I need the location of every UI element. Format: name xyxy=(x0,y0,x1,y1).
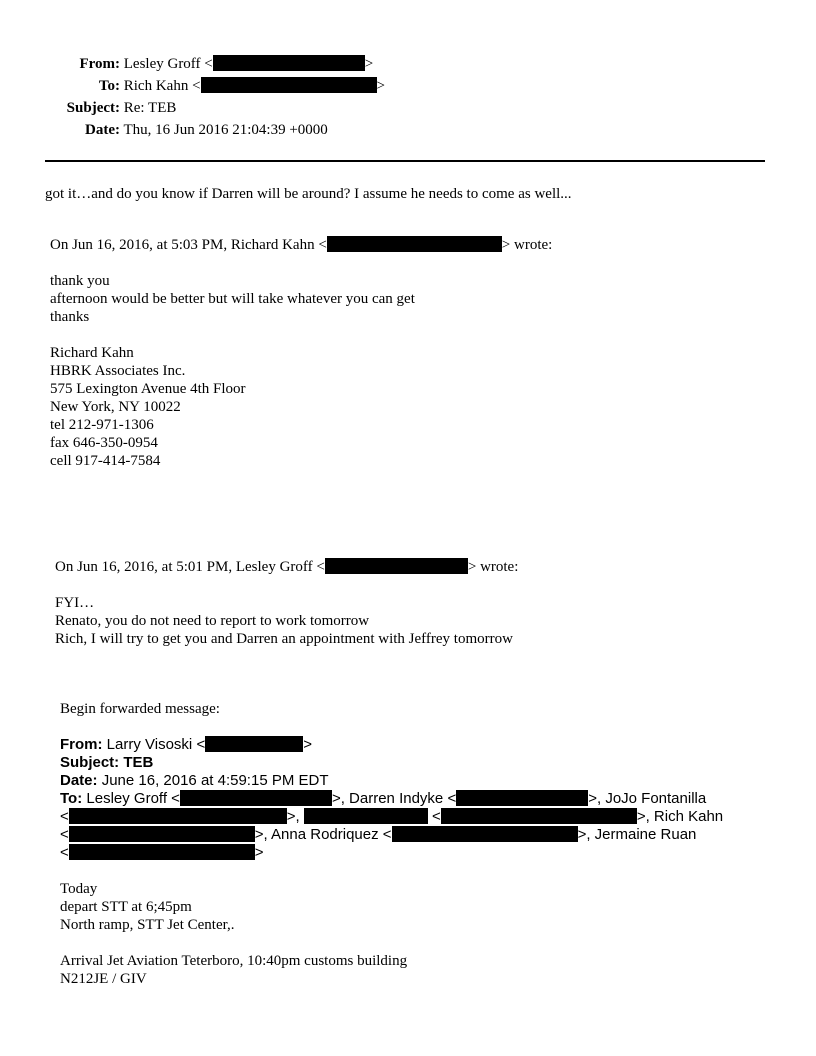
redacted-email xyxy=(213,55,365,71)
subject-text: Re: TEB xyxy=(123,100,177,116)
recipient-name: Lesley Groff xyxy=(86,790,167,807)
recipient-name: Rich Kahn xyxy=(653,808,724,825)
date-text: Thu, 16 Jun 2016 21:04:39 +0000 xyxy=(123,122,328,138)
redacted-email xyxy=(456,790,588,806)
quote1-body xyxy=(50,272,415,326)
quote1-signature xyxy=(50,344,246,470)
from-label: From: xyxy=(79,56,120,72)
forwarded-to-line4: < > xyxy=(60,844,264,861)
forwarded-to-line2: < >, < >, Rich Kahn xyxy=(60,808,724,825)
reply-body: got it…and do you know if Darren will be around? I assume he needs to come as well... xyxy=(45,186,572,202)
redacted-email xyxy=(69,808,287,824)
quote1-wrote: wrote: xyxy=(514,237,553,253)
forwarded-to-line1: To: Lesley Groff < >, Darren Indyke < >, JoJo Fontanilla xyxy=(60,790,707,807)
recipient-name: Jermaine Ruan xyxy=(594,826,697,843)
fwd-body-line: N212JE / GIV xyxy=(60,971,147,987)
redacted-email xyxy=(201,77,377,93)
date-label: Date: xyxy=(85,122,120,138)
quote2-intro-text: On Jun 16, 2016, at 5:01 PM, Lesley Groff xyxy=(55,559,313,575)
quote1-line: thank you xyxy=(50,273,110,289)
header-divider xyxy=(45,160,765,162)
quote2-line: FYI… xyxy=(55,595,95,611)
to-name: Rich Kahn xyxy=(123,78,189,94)
redacted-email xyxy=(327,236,502,252)
fwd-date: June 16, 2016 at 4:59:15 PM EDT xyxy=(101,772,329,789)
fwd-body-line: Arrival Jet Aviation Teterboro, 10:40pm customs building xyxy=(60,953,408,969)
signature-line: Richard Kahn xyxy=(50,345,134,361)
redacted-email xyxy=(441,808,637,824)
fwd-body-line: depart STT at 6;45pm xyxy=(60,899,192,915)
fwd-body-line: North ramp, STT Jet Center,. xyxy=(60,917,235,933)
signature-line: HBRK Associates Inc. xyxy=(50,363,186,379)
forwarded-body2 xyxy=(60,952,407,988)
recipient-name: Darren Indyke xyxy=(349,790,444,807)
recipient-name: Anna Rodriquez xyxy=(271,826,379,843)
quote1-intro-text: On Jun 16, 2016, at 5:03 PM, Richard Kahn xyxy=(50,237,315,253)
quote2-body xyxy=(55,594,513,648)
redacted-recipient xyxy=(304,808,428,824)
redacted-email xyxy=(205,736,303,752)
header-subject xyxy=(0,99,176,117)
forwarded-to-line3: < >, Anna Rodriquez < >, Jermaine Ruan xyxy=(60,826,697,843)
forwarded-from: From: Larry Visoski < > xyxy=(60,736,312,753)
forwarded-subject: Subject: TEB xyxy=(60,754,154,771)
subject-label: Subject: xyxy=(66,100,120,116)
quote2-line: Renato, you do not need to report to work tomorrow xyxy=(55,613,370,629)
quote1-line: thanks xyxy=(50,309,90,325)
quote2-wrote: wrote: xyxy=(480,559,519,575)
quote2-intro: On Jun 16, 2016, at 5:01 PM, Lesley Groff < > wrote: xyxy=(55,559,519,575)
redacted-email xyxy=(69,826,255,842)
fwd-to-label: To: xyxy=(60,790,83,807)
signature-line: cell 917-414-7584 xyxy=(50,453,161,469)
forwarded-date xyxy=(60,772,329,790)
fwd-from-label: From: xyxy=(60,736,103,753)
quote1-intro: On Jun 16, 2016, at 5:03 PM, Richard Kahn < > wrote: xyxy=(50,237,553,253)
quote2-line: Rich, I will try to get you and Darren an appointment with Jeffrey tomorrow xyxy=(55,631,513,647)
redacted-email xyxy=(180,790,332,806)
forwarded-intro: Begin forwarded message: xyxy=(60,701,220,717)
signature-line: fax 646-350-0954 xyxy=(50,435,158,451)
header-to: To: Rich Kahn < > xyxy=(0,77,400,95)
redacted-email xyxy=(325,558,468,574)
signature-line: 575 Lexington Avenue 4th Floor xyxy=(50,381,246,397)
quote1-line: afternoon would be better but will take whatever you can get xyxy=(50,291,415,307)
from-name: Lesley Groff xyxy=(123,56,201,72)
header-date xyxy=(0,121,328,139)
fwd-from-name: Larry Visoski xyxy=(106,736,193,753)
header-from: From: Lesley Groff < > xyxy=(0,55,400,73)
signature-line: tel 212-971-1306 xyxy=(50,417,154,433)
to-label: To: xyxy=(98,78,120,94)
forwarded-body1 xyxy=(60,880,235,934)
fwd-body-line: Today xyxy=(60,881,98,897)
fwd-date-label: Date: xyxy=(60,772,98,789)
recipient-name: JoJo Fontanilla xyxy=(605,790,707,807)
redacted-email xyxy=(69,844,255,860)
redacted-email xyxy=(392,826,578,842)
signature-line: New York, NY 10022 xyxy=(50,399,181,415)
